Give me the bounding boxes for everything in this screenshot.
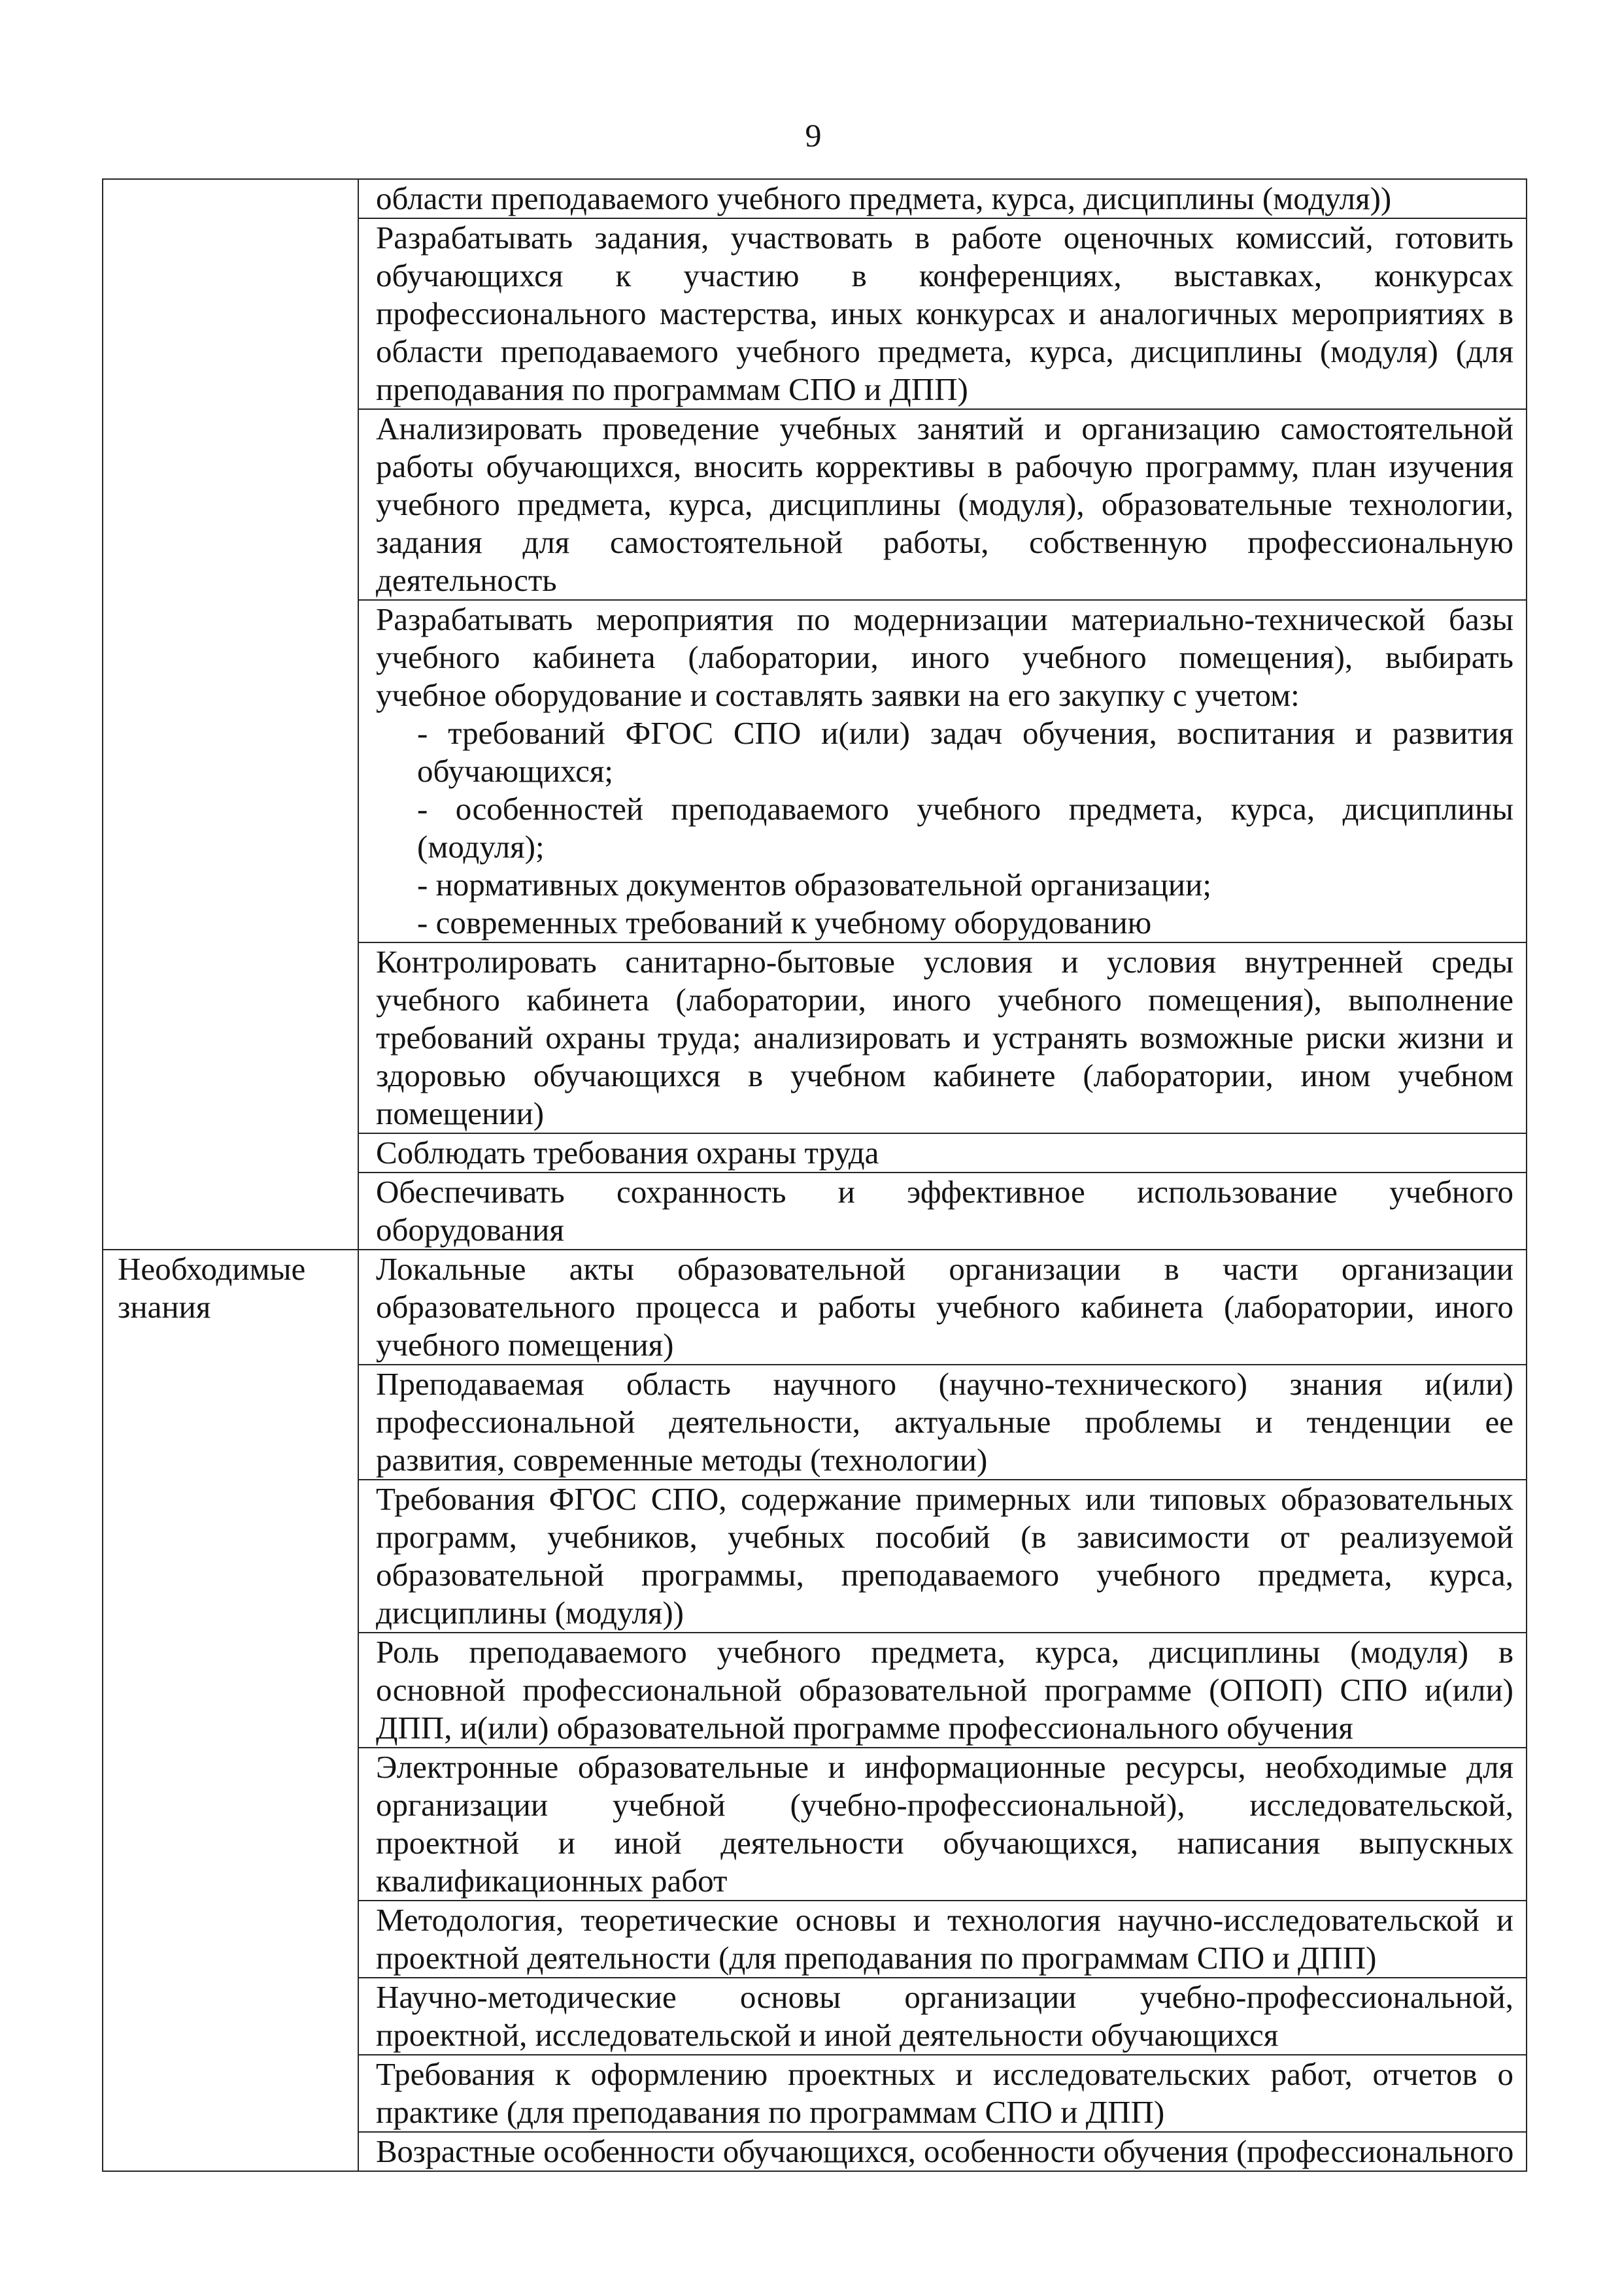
text-line: профессиональной деятельности, актуальные проблемы и тенденции ее [376, 1404, 1513, 1440]
table-cell [358, 1173, 1527, 1250]
text-line: Требования ФГОС СПО, содержание примерных или типовых образовательных [376, 1481, 1513, 1517]
text-line: образовательной программы, преподаваемого учебного предмета, курса, [376, 1557, 1513, 1593]
text-line: Локальные акты образовательной организации в части организации [376, 1251, 1513, 1287]
table-cell [358, 942, 1527, 1133]
table-cell [358, 1748, 1527, 1901]
text-line: преподавания по программам СПО и ДПП) [376, 371, 968, 407]
text-line: дисциплины (модуля)) [376, 1595, 684, 1631]
text-line: Обеспечивать сохранность и эффективное использование учебного [376, 1174, 1513, 1210]
text-line: практике (для преподавания по программам СПО и ДПП) [376, 2094, 1165, 2130]
table-row [103, 1250, 1527, 1365]
table-cell [358, 1901, 1527, 1978]
text-line: оборудования [376, 1212, 564, 1248]
text-line: учебного предмета, курса, дисциплины (модуля), образовательные технологии, [376, 486, 1513, 522]
text-line: области преподаваемого учебного предмета, курса, дисциплины (модуля) (для [376, 333, 1513, 369]
text-line: Электронные образовательные и информационные ресурсы, необходимые для [376, 1749, 1513, 1785]
text-line: деятельность [376, 562, 557, 598]
table-row [103, 179, 1527, 218]
text-line: задания для самостоятельной работы, собственную профессиональную [376, 524, 1513, 560]
text-line: Анализировать проведение учебных занятий и организацию самостоятельной [376, 410, 1513, 446]
text-line: Научно-методические основы организации учебно-профессиональной, [376, 1979, 1513, 2015]
text-line: Разрабатывать задания, участвовать в работе оценочных комиссий, готовить [376, 220, 1513, 256]
text-line: Требования к оформлению проектных и исследовательских работ, отчетов о [376, 2056, 1513, 2092]
table-cell [358, 179, 1527, 218]
text-line: квалификационных работ [376, 1863, 728, 1899]
bullet-line: - современных требований к учебному оборудованию [417, 905, 1152, 940]
bullet-line: - особенностей преподаваемого учебного предмета, курса, дисциплины [417, 791, 1513, 827]
text-line: работы обучающихся, вносить коррективы в рабочую программу, план изучения [376, 448, 1513, 484]
knowledge-label: Необходимые знания [118, 1251, 306, 1325]
table-cell [358, 1480, 1527, 1633]
text-line: обучающихся к участию в конференциях, выставках, конкурсах [376, 258, 1513, 293]
text-line: учебного кабинета (лаборатории, иного учебного помещения), выполнение [376, 982, 1513, 1018]
table-cell [358, 1633, 1527, 1748]
table-cell [358, 600, 1527, 942]
text-line: учебного кабинета (лаборатории, иного учебного помещения), выбирать [376, 639, 1513, 675]
bullet-line: (модуля); [417, 829, 545, 865]
text-line: программ, учебников, учебных пособий (в зависимости от реализуемой [376, 1519, 1513, 1555]
table-cell [358, 1250, 1527, 1365]
text-line: проектной, исследовательской и иной деятельности обучающихся [376, 2017, 1279, 2053]
text-line: проектной деятельности (для преподавания по программам СПО и ДПП) [376, 1940, 1377, 1976]
text-line: ДПП, и(или) образовательной программе профессионального обучения [376, 1710, 1353, 1746]
text-line: проектной и иной деятельности обучающихся, написания выпускных [376, 1825, 1513, 1861]
skills-label-cell [103, 179, 358, 1250]
text-line: учебное оборудование и составлять заявки на его закупку с учетом: [376, 677, 1300, 713]
text-line: Роль преподаваемого учебного предмета, курса, дисциплины (модуля) в [376, 1634, 1513, 1670]
bullet-line: обучающихся; [417, 753, 614, 789]
text-line: Возрастные особенности обучающихся, особенности обучения (профессионального [376, 2133, 1513, 2169]
text-line: Преподаваемая область научного (научно-технического) знания и(или) [376, 1366, 1513, 1402]
table-cell [358, 1133, 1527, 1173]
knowledge-label-cell [103, 1250, 358, 2171]
table-cell [358, 1978, 1527, 2055]
text-line: требований охраны труда; анализировать и устранять возможные риски жизни и [376, 1020, 1513, 1056]
text-line: организации учебной (учебно-профессиональной), исследовательской, [376, 1787, 1513, 1823]
text-line: здоровью обучающихся в учебном кабинете (лаборатории, ином учебном [376, 1057, 1513, 1093]
page-number: 9 [805, 117, 822, 154]
text-line: помещении) [376, 1095, 545, 1131]
table-cell [358, 2055, 1527, 2132]
table-cell [358, 409, 1527, 600]
bullet-line: - нормативных документов образовательной организации; [417, 867, 1211, 903]
text-line: Методология, теоретические основы и технология научно-исследовательской и [376, 1902, 1513, 1938]
text-line: учебного помещения) [376, 1327, 674, 1363]
text-line: Соблюдать требования охраны труда [376, 1135, 879, 1171]
table-cell [358, 218, 1527, 409]
text-line: развития, современные методы (технологии) [376, 1442, 988, 1478]
text-line: Разрабатывать мероприятия по модернизации материально-технической базы [376, 601, 1513, 637]
text-line: образовательного процесса и работы учебного кабинета (лаборатории, иного [376, 1289, 1513, 1325]
bullet-line: - требований ФГОС СПО и(или) задач обучения, воспитания и развития [417, 715, 1513, 751]
text-line: области преподаваемого учебного предмета, курса, дисциплины (модуля)) [376, 180, 1392, 216]
table-cell [358, 2132, 1527, 2171]
text-line: профессионального мастерства, иных конкурсах и аналогичных мероприятиях в [376, 295, 1513, 331]
text-line: Контролировать санитарно-бытовые условия и условия внутренней среды [376, 944, 1513, 980]
competency-table [102, 178, 1527, 2172]
text-line: основной профессиональной образовательной программе (ОПОП) СПО и(или) [376, 1672, 1513, 1708]
table-cell [358, 1365, 1527, 1480]
